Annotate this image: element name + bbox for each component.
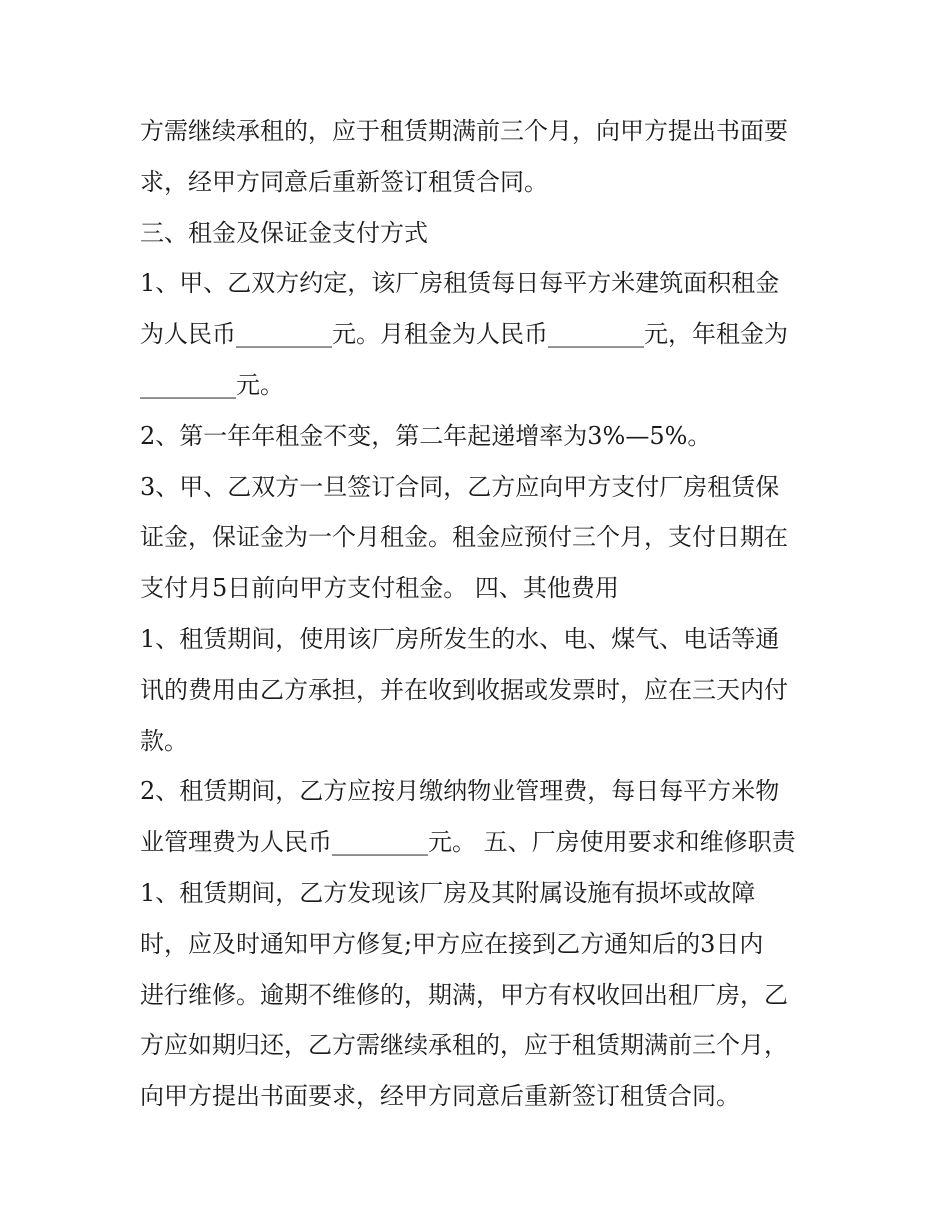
text-line: 业管理费为人民币________元。 五、厂房使用要求和维修职责 xyxy=(140,828,796,857)
document-body xyxy=(140,106,820,1122)
text-line: 1、租赁期间，使用该厂房所发生的水、电、煤气、电话等通 xyxy=(140,624,780,653)
text-line: 为人民币________元。月租金为人民币________元，年租金为 xyxy=(140,320,788,349)
section-heading: 三、租金及保证金支付方式 xyxy=(140,218,428,247)
text-line: 方应如期归还，乙方需继续承租的，应于租赁期满前三个月， xyxy=(140,1031,788,1060)
text-line: 1、租赁期间，乙方发现该厂房及其附属设施有损坏或故障 xyxy=(140,878,756,907)
text-line: 讯的费用由乙方承担，并在收到收据或发票时，应在三天内付 xyxy=(140,675,788,704)
text-line: 2、租赁期间，乙方应按月缴纳物业管理费，每日每平方米物 xyxy=(140,777,780,806)
text-line: 求，经甲方同意后重新签订租赁合同。 xyxy=(140,167,548,196)
text-line: 证金，保证金为一个月租金。租金应预付三个月，支付日期在 xyxy=(140,523,788,552)
text-line: 支付月5日前向甲方支付租金。 四、其他费用 xyxy=(140,574,619,603)
text-line: 款。 xyxy=(140,726,188,755)
text-line: 方需继续承租的，应于租赁期满前三个月，向甲方提出书面要 xyxy=(140,117,788,145)
text-line: 进行维修。逾期不维修的，期满，甲方有权收回出租厂房，乙 xyxy=(140,980,788,1009)
text-line: 3、甲、乙双方一旦签订合同，乙方应向甲方支付厂房租赁保 xyxy=(140,472,780,501)
text-line: 1、甲、乙双方约定，该厂房租赁每日每平方米建筑面积租金 xyxy=(140,269,780,298)
text-line: 2、第一年年租金不变，第二年起递增率为3%—5%。 xyxy=(140,421,712,450)
text-line: ________元。 xyxy=(140,370,284,399)
text-line: 向甲方提出书面要求，经甲方同意后重新签订租赁合同。 xyxy=(140,1082,740,1111)
text-line: 时，应及时通知甲方修复;甲方应在接到乙方通知后的3日内 xyxy=(140,929,764,958)
